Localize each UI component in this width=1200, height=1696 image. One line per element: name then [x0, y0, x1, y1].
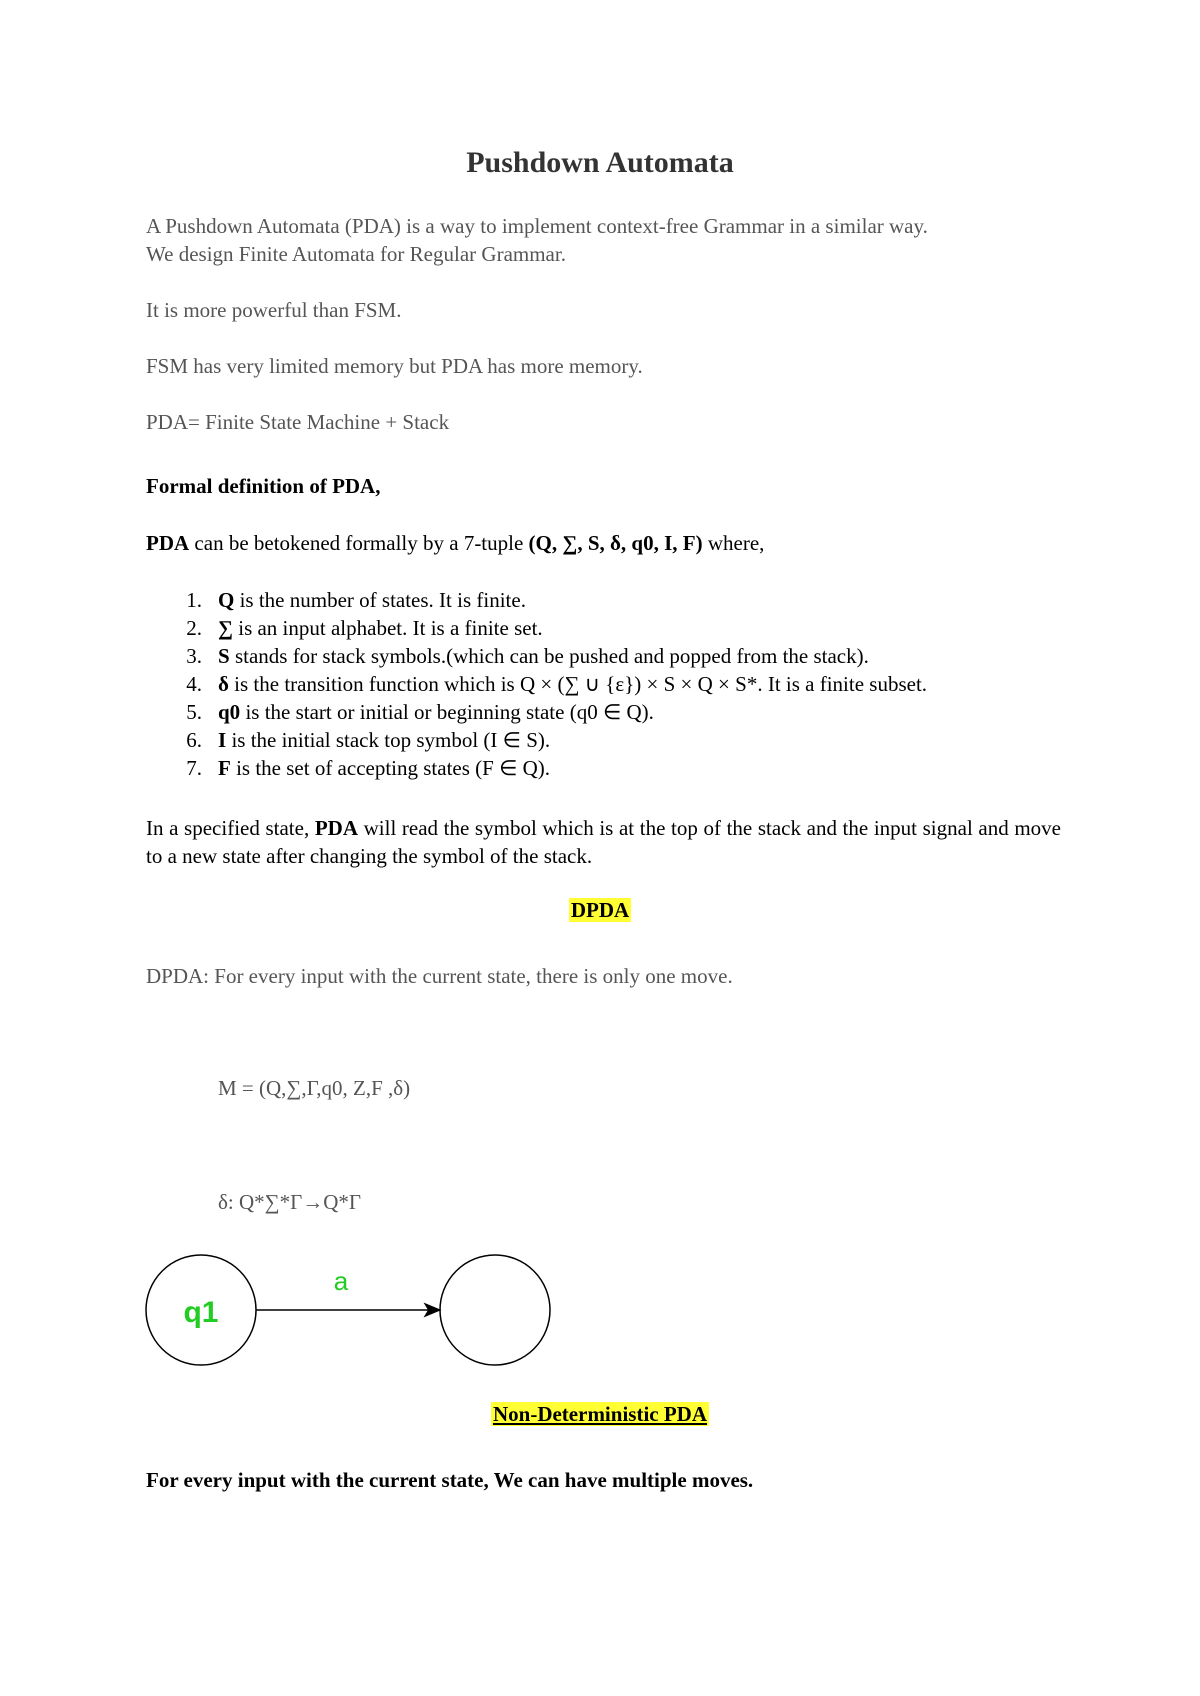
document-page: Pushdown Automata A Pushdown Automata (PDA) is a way to implement context-free Grammar in a similar way. We design Finite Automata for Regular Grammar. It is more powerful than FSM. FSM has very limited memory but PDA has more memory. PDA= Finite State Machine + Stack Formal definition of PDA, PDA can be betokened formally by a 7-tuple (Q, ∑, S, δ, q0, I, F) where, 1. Q is the number of states. It is finite. 2. ∑ is an input alphabet. It is a finite set. 3. S stands for stack symbols.(which can be pushed and popped from the stack). 4. δ is the transition function which is Q × (∑ ∪ {ε}) × S × Q × S*. It is a finite subset. 5. q0 is the start or initial or beginning state (q0 ∈ Q). 6. I is the initial stack top symbol (I ∈ S). 7. F is the set of accepting states (F ∈ Q). In a specified state, PDA will read the symbol which is at the top of the stack and the input signal and move to a new state after changing the symbol of the stack. DPDA DPDA: For every input with the current state, there is only one move. M = (Q,∑,Γ,q0, Z,F ,δ) δ: Q*∑*Γ→Q*Γ q1 a Non-Deterministic PDA For every input with the current state, We can have multiple moves.	[0, 0, 1200, 1696]
npda-heading-wrap	[0, 1402, 1200, 1427]
tuple-line-text: can be betokened formally by a 7-tuple	[189, 531, 529, 555]
dpda-description: DPDA: For every input with the current state, there is only one move.	[146, 964, 733, 988]
state-diagram	[140, 1250, 560, 1370]
npda-heading: Non-Deterministic PDA	[492, 1402, 708, 1426]
transition-label: a	[333, 1266, 349, 1296]
machine-definition: M = (Q,∑,Γ,q0, Z,F ,δ)	[218, 1076, 411, 1100]
tuple-line-pda: PDA	[146, 531, 190, 555]
state-q1-label: q1	[183, 1296, 219, 1329]
more-powerful-text: It is more powerful than FSM.	[146, 298, 402, 322]
page-title: Pushdown Automata	[466, 146, 734, 179]
dpda-heading-wrap	[0, 898, 1200, 923]
tuple-line-end: where,	[702, 531, 765, 555]
intro-line-2: We design Finite Automata for Regular Grammar.	[146, 242, 566, 266]
formal-definition-heading: Formal definition of PDA,	[146, 474, 381, 498]
tuple-line-tuple: (Q, ∑, S, δ, q0, I, F)	[528, 531, 703, 555]
pda-equation: PDA= Finite State Machine + Stack	[146, 410, 450, 434]
state-2-circle	[440, 1255, 550, 1365]
tuple-line	[146, 531, 764, 556]
state-paragraph: In a specified state, PDA will read the symbol which is at the top of the stack and the input signal and move to a new state after changing the symbol of the stack.	[146, 816, 1062, 868]
transition-definition: δ: Q*∑*Γ→Q*Γ	[218, 1190, 362, 1214]
intro-line-1: A Pushdown Automata (PDA) is a way to implement context-free Grammar in a similar way.	[146, 214, 928, 238]
npda-description: For every input with the current state, We can have multiple moves.	[146, 1468, 754, 1492]
memory-text: FSM has very limited memory but PDA has more memory.	[146, 354, 643, 378]
dpda-heading: DPDA	[570, 898, 630, 922]
